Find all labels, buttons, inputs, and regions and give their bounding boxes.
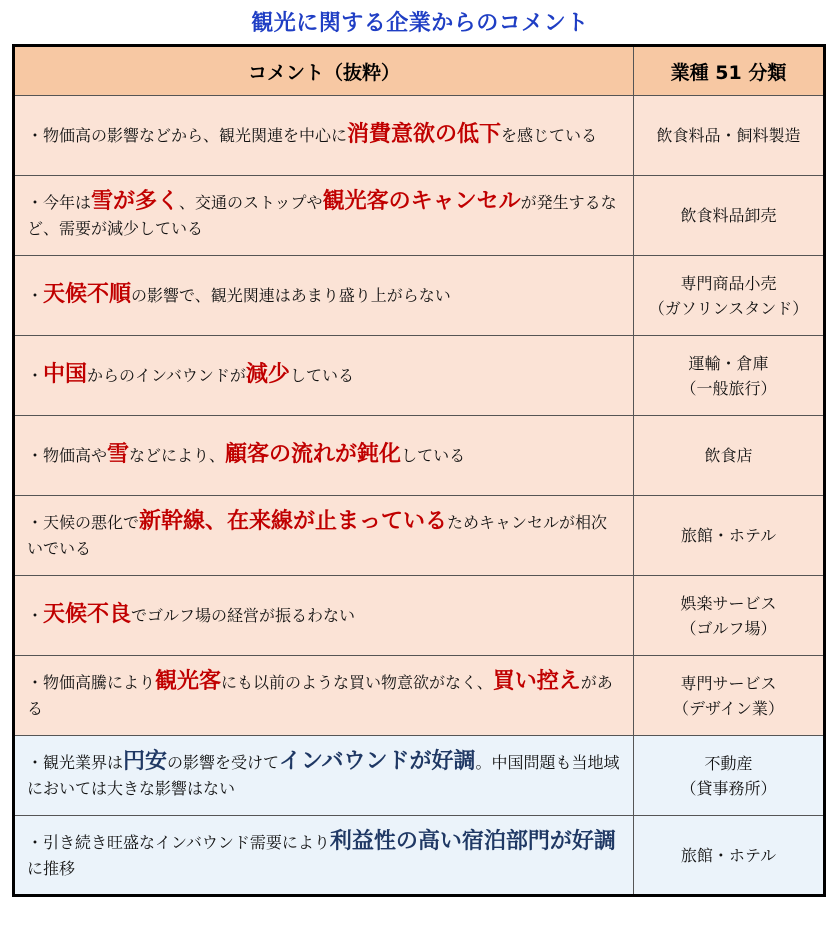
industry-cell bbox=[634, 496, 825, 576]
comment-cell bbox=[14, 656, 634, 736]
comment-cell bbox=[14, 416, 634, 496]
comment-text: でゴルフ場の経営が振るわない bbox=[131, 606, 356, 625]
comment-text: に推移 bbox=[27, 858, 76, 878]
comment-text: ・ bbox=[27, 366, 44, 385]
table-row bbox=[14, 736, 825, 816]
comment-text: の影響を受けて bbox=[167, 753, 280, 772]
industry-label: （ガソリンスタンド） bbox=[648, 298, 809, 318]
table-row bbox=[14, 816, 825, 896]
comment-column-header: コメント（抜粋） bbox=[14, 46, 634, 96]
comment-highlight: 天候不順 bbox=[43, 282, 132, 307]
comment-cell bbox=[14, 736, 634, 816]
table-row bbox=[14, 256, 825, 336]
industry-cell bbox=[634, 256, 825, 336]
industry-cell bbox=[634, 176, 825, 256]
comment-text: ・天候の悪化で bbox=[27, 513, 140, 532]
comment-text: にも以前のような買い物意欲がなく、 bbox=[221, 673, 493, 692]
industry-cell bbox=[634, 576, 825, 656]
industry-label: 運輸・倉庫 bbox=[688, 353, 769, 373]
industry-cell bbox=[634, 416, 825, 496]
comment-text: ためキャンセルが相次いでいる bbox=[27, 513, 608, 558]
comment-text: ・ bbox=[27, 606, 44, 625]
comment-highlight: 消費意欲の低下 bbox=[347, 122, 502, 147]
comment-cell bbox=[14, 336, 634, 416]
table-row bbox=[14, 336, 825, 416]
table-row bbox=[14, 576, 825, 656]
industry-label: （一般旅行） bbox=[680, 378, 777, 398]
comment-text: ・物価高や bbox=[27, 446, 108, 465]
industry-cell bbox=[634, 96, 825, 176]
table-row bbox=[14, 96, 825, 176]
table-row bbox=[14, 656, 825, 736]
page-title: 観光に関する企業からのコメント bbox=[251, 11, 589, 36]
comment-text: ・引き続き旺盛なインバウンド需要により bbox=[27, 832, 330, 852]
comment-highlight: 減少 bbox=[245, 362, 290, 387]
industry-label: 専門サービス bbox=[680, 673, 777, 693]
industry-label: （貸事務所） bbox=[680, 778, 777, 798]
comment-text: している bbox=[289, 366, 354, 385]
comment-highlight: 天候不良 bbox=[43, 602, 132, 627]
industry-column-header: 業種 51 分類 bbox=[634, 46, 825, 96]
industry-label: 飲食料品卸売 bbox=[680, 206, 777, 225]
table-row bbox=[14, 496, 825, 576]
comment-highlight: 中国 bbox=[43, 362, 88, 387]
comment-text: ・物価高の影響などから、観光関連を中心に bbox=[27, 126, 348, 145]
comment-highlight: 雪 bbox=[107, 442, 130, 467]
industry-cell bbox=[634, 336, 825, 416]
comment-text: ・観光業界は bbox=[27, 753, 124, 772]
comment-highlight: 観光客のキャンセル bbox=[322, 189, 521, 214]
industry-cell bbox=[634, 816, 825, 896]
comment-text: などにより、 bbox=[129, 446, 226, 465]
comment-text: 、交通のストップや bbox=[179, 193, 323, 212]
industry-label: 不動産 bbox=[704, 753, 753, 773]
industry-label: 飲食料品・飼料製造 bbox=[656, 126, 801, 145]
industry-cell bbox=[634, 736, 825, 816]
comment-text: の影響で、観光関連はあまり盛り上がらない bbox=[131, 286, 451, 305]
comment-text: ・ bbox=[27, 286, 44, 305]
comment-highlight: 新幹線、在来線が止まっている bbox=[139, 509, 448, 534]
industry-label: 娯楽サービス bbox=[680, 593, 777, 613]
comment-cell bbox=[14, 576, 634, 656]
table-header-row bbox=[14, 46, 825, 96]
comment-text: ・物価高騰により bbox=[27, 673, 156, 692]
industry-cell bbox=[634, 656, 825, 736]
comment-cell bbox=[14, 816, 634, 896]
comment-text: からのインバウンドが bbox=[87, 366, 246, 385]
table-body bbox=[14, 96, 825, 896]
comment-highlight: 円安 bbox=[123, 749, 168, 774]
comment-cell bbox=[14, 176, 634, 256]
comments-table bbox=[12, 44, 826, 897]
comment-text: を感じている bbox=[501, 126, 598, 145]
comment-highlight: 顧客の流れが鈍化 bbox=[225, 442, 402, 467]
comment-cell bbox=[14, 496, 634, 576]
industry-label: 旅館・ホテル bbox=[680, 526, 777, 545]
comment-cell bbox=[14, 96, 634, 176]
industry-label: 飲食店 bbox=[704, 446, 753, 465]
industry-label: （デザイン業） bbox=[673, 698, 784, 718]
comment-highlight: 観光客 bbox=[155, 669, 222, 694]
table-row bbox=[14, 416, 825, 496]
comment-text: 。中国問題も当地域においては大きな影響はない bbox=[27, 753, 620, 798]
table-row bbox=[14, 176, 825, 256]
comment-highlight: 雪が多く bbox=[91, 189, 180, 214]
comment-text: している bbox=[401, 446, 466, 465]
industry-label: 専門商品小売 bbox=[680, 273, 777, 293]
comment-highlight: 買い控え bbox=[492, 669, 581, 694]
comment-text: が発生するなど、需要が減少している bbox=[27, 193, 617, 238]
comment-highlight: 利益性の高い宿泊部門が好調 bbox=[329, 828, 616, 854]
comment-cell bbox=[14, 256, 634, 336]
industry-label: 旅館・ホテル bbox=[680, 845, 777, 865]
comment-highlight: インバウンドが好調 bbox=[279, 749, 476, 774]
comment-text: ・今年は bbox=[27, 193, 92, 212]
industry-label: （ゴルフ場） bbox=[680, 618, 777, 638]
comment-text: がある bbox=[27, 673, 613, 718]
